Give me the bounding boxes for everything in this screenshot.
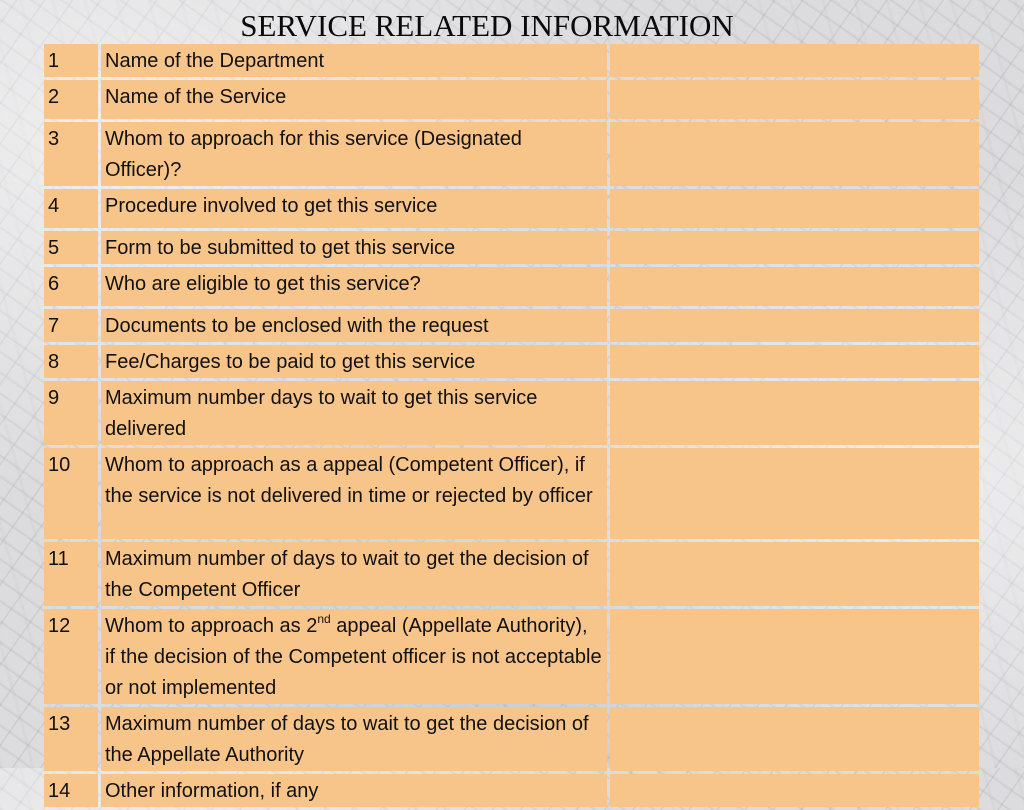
- table-row: [44, 309, 979, 342]
- row-label-part: appeal (Appellate Authority), if the decision of the Competent officer is not acceptable or not implemented: [105, 615, 602, 699]
- page-title: SERVICE RELATED INFORMATION: [240, 8, 734, 43]
- row-value: [610, 80, 979, 119]
- row-number: 3: [44, 122, 98, 186]
- table-row: [44, 448, 979, 539]
- row-label-part: Whom to approach as 2: [105, 615, 318, 637]
- row-label: Name of the Service: [101, 80, 607, 119]
- row-value: [610, 448, 979, 539]
- table-row: [44, 231, 979, 264]
- table-row: [44, 189, 979, 228]
- row-number: 14: [44, 774, 98, 807]
- row-number: 5: [44, 231, 98, 264]
- row-number: 11: [44, 542, 98, 606]
- row-value: [610, 542, 979, 606]
- row-label: Maximum number of days to wait to get the decision of the Appellate Authority: [101, 707, 607, 771]
- row-label: Form to be submitted to get this service: [101, 231, 607, 264]
- service-info-table: [41, 41, 982, 810]
- row-number: 13: [44, 707, 98, 771]
- row-number: 6: [44, 267, 98, 306]
- row-value: [610, 309, 979, 342]
- row-label: Procedure involved to get this service: [101, 189, 607, 228]
- row-value: [610, 707, 979, 771]
- table-row: [44, 122, 979, 186]
- row-label: Documents to be enclosed with the request: [101, 309, 607, 342]
- row-value: [610, 609, 979, 704]
- row-value: [610, 774, 979, 807]
- row-number: 2: [44, 80, 98, 119]
- row-value: [610, 345, 979, 378]
- table-row: [44, 80, 979, 119]
- row-number: 1: [44, 44, 98, 77]
- table-row: [44, 267, 979, 306]
- row-label: Fee/Charges to be paid to get this service: [101, 345, 607, 378]
- row-label: Whom to approach for this service (Designated Officer)?: [101, 122, 607, 186]
- row-number: 8: [44, 345, 98, 378]
- row-value: [610, 122, 979, 186]
- row-value: [610, 189, 979, 228]
- table-row: [44, 542, 979, 606]
- row-value: [610, 44, 979, 77]
- table-row: [44, 774, 979, 807]
- table-row: [44, 707, 979, 771]
- row-label: Other information, if any: [101, 774, 607, 807]
- row-label: Name of the Department: [101, 44, 607, 77]
- table-row: [44, 609, 979, 704]
- row-label: Maximum number days to wait to get this service delivered: [101, 381, 607, 445]
- row-label: Who are eligible to get this service?: [101, 267, 607, 306]
- row-number: 7: [44, 309, 98, 342]
- row-label: Maximum number of days to wait to get the decision of the Competent Officer: [101, 542, 607, 606]
- table-row: [44, 345, 979, 378]
- row-value: [610, 231, 979, 264]
- row-number: 10: [44, 448, 98, 539]
- row-label: Whom to approach as a appeal (Competent Officer), if the service is not delivered in time or rejected by officer: [101, 448, 607, 539]
- row-number: 4: [44, 189, 98, 228]
- table-row: [44, 44, 979, 77]
- row-number: 9: [44, 381, 98, 445]
- row-value: [610, 381, 979, 445]
- table-row: [44, 381, 979, 445]
- row-label: [101, 609, 607, 704]
- ordinal-suffix: nd: [317, 612, 331, 626]
- row-number: 12: [44, 609, 98, 704]
- row-value: [610, 267, 979, 306]
